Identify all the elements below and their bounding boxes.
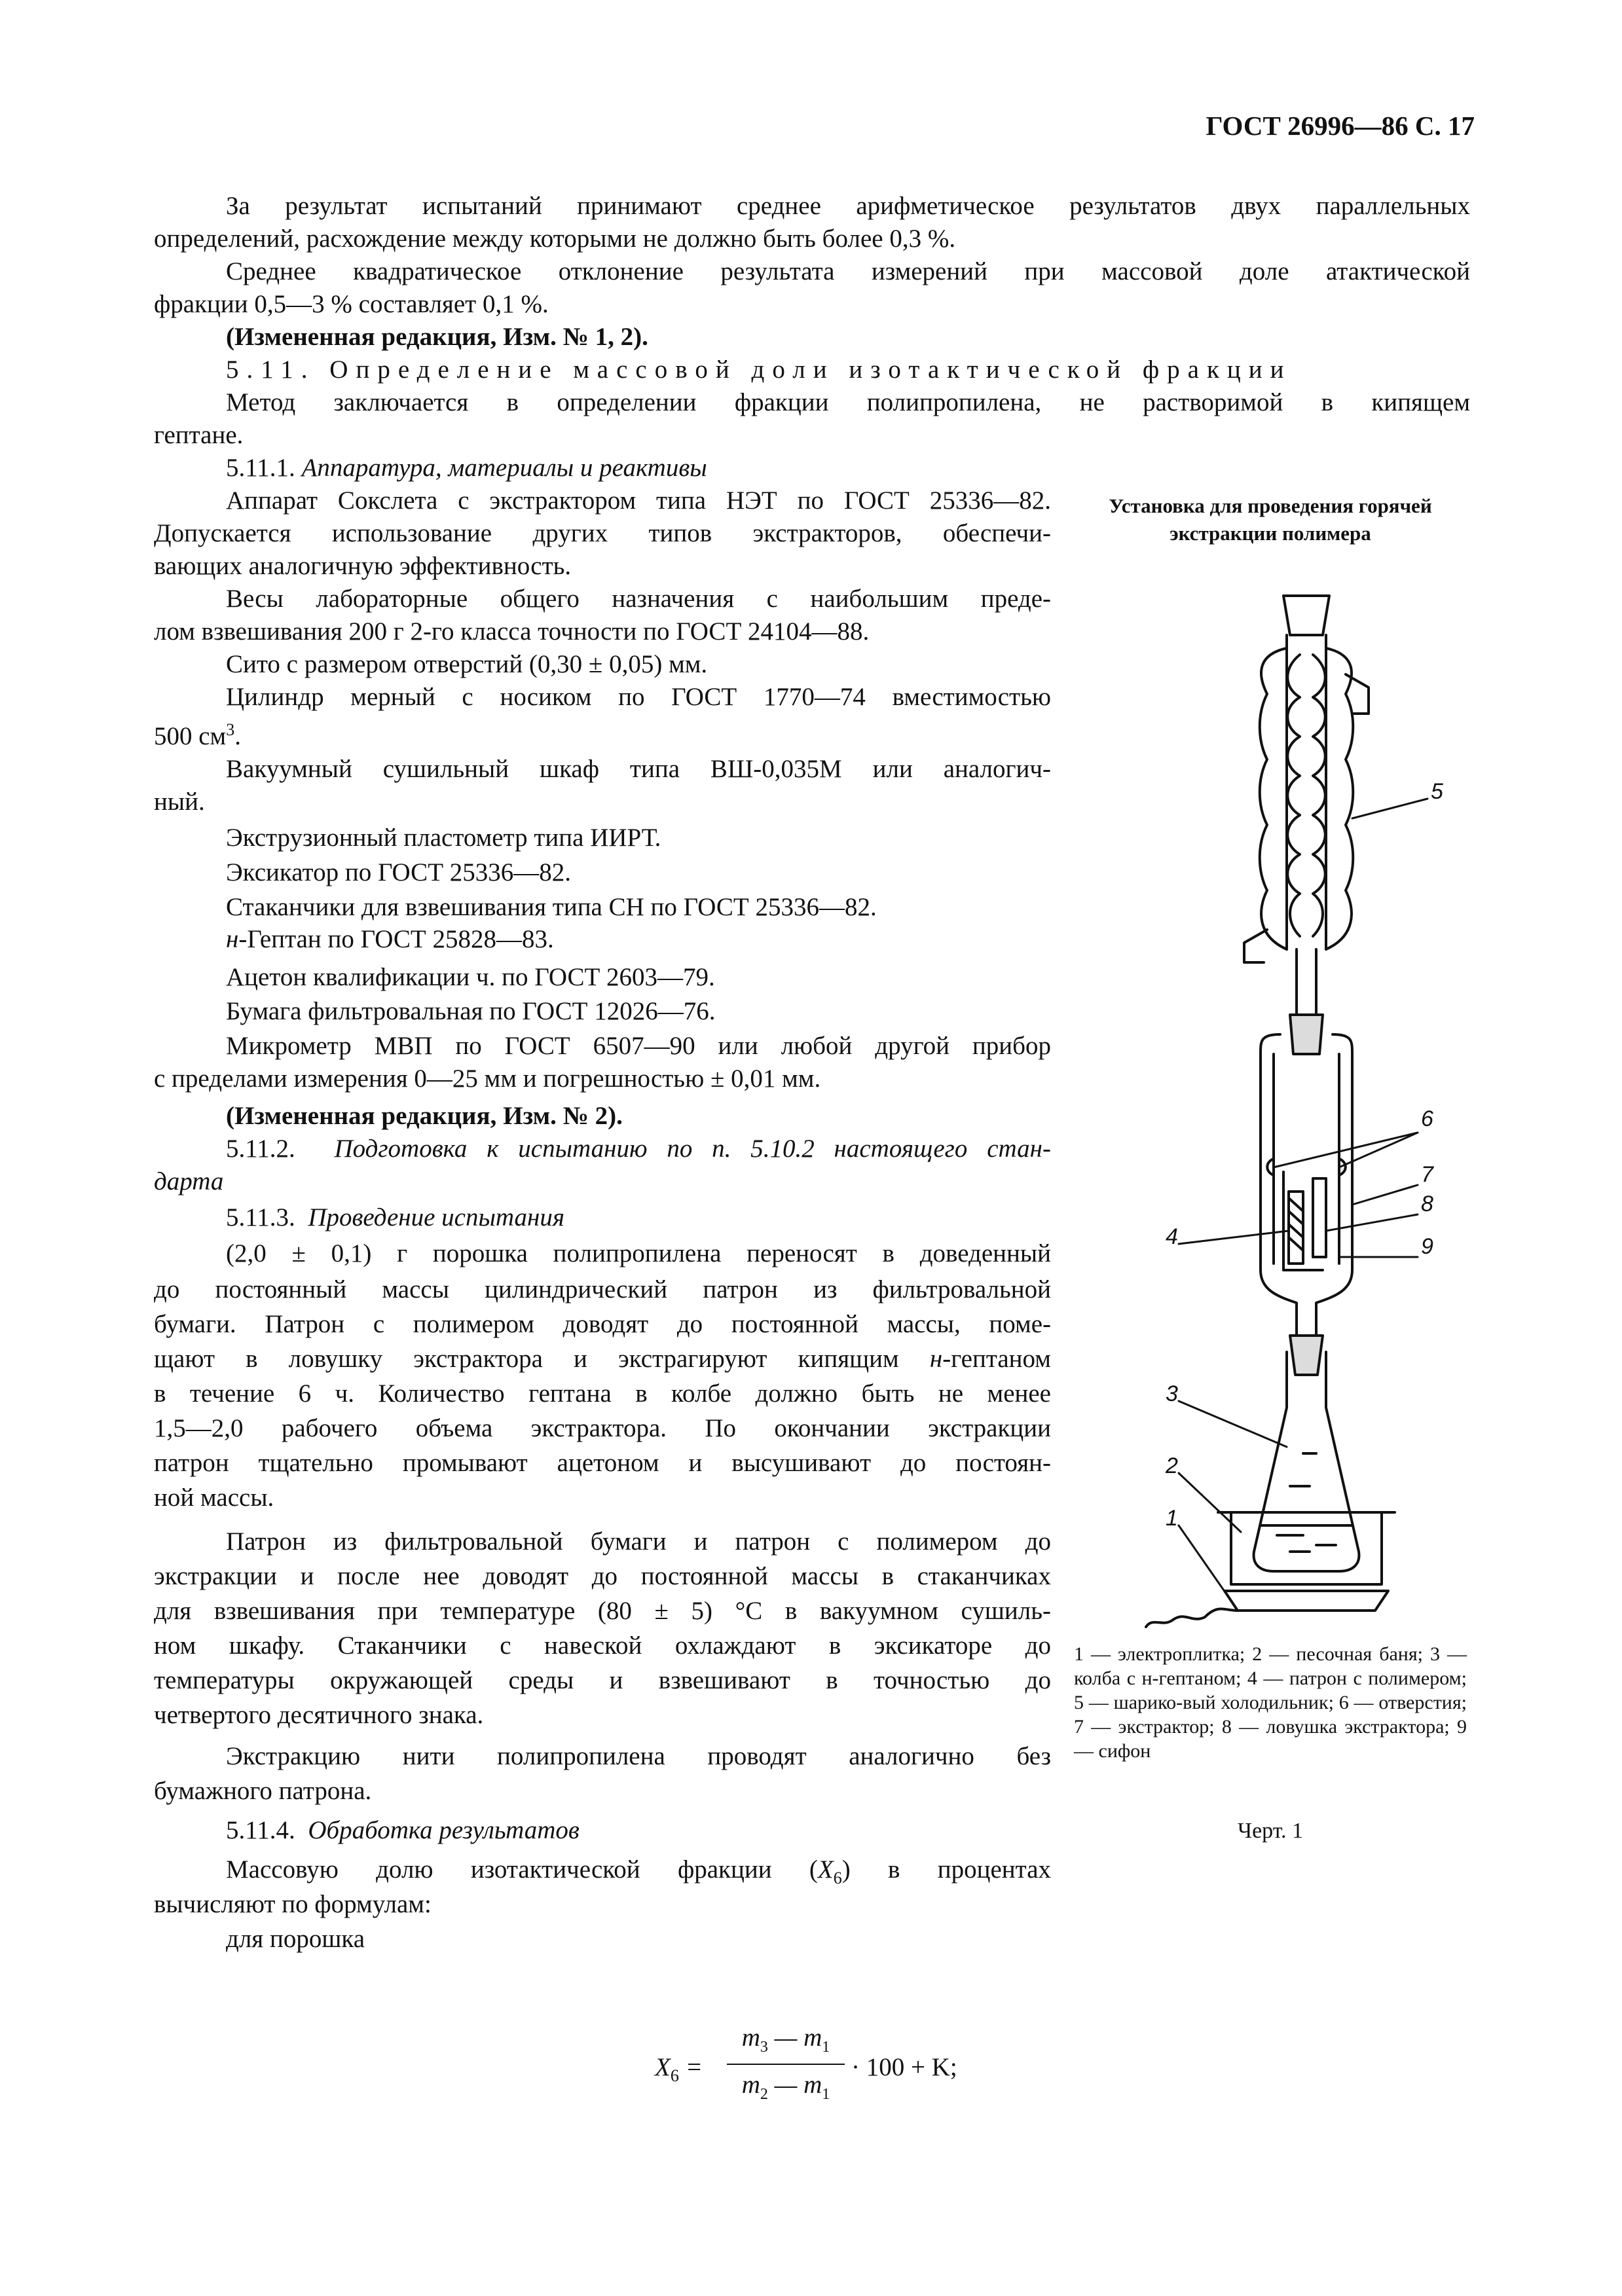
paragraph-line: 500 $см^3$. bbox=[154, 720, 241, 750]
paragraph-line: Метод заключается в определении фракции полипропилена, не растворимой в кипящем bbox=[226, 388, 1470, 416]
paragraph-line: ный. bbox=[154, 788, 205, 816]
label-8: 8 bbox=[1421, 1192, 1433, 1216]
subsection-heading: 5.11.3. Проведение испытания bbox=[226, 1203, 565, 1231]
paragraph-line: Стаканчики для взвешивания типа СН по ГОСТ 25336—82. bbox=[226, 893, 877, 921]
fraction-bar bbox=[727, 2064, 845, 2065]
paragraph-line: вающих аналогичную эффективность. bbox=[154, 552, 572, 580]
paragraph-line: Экструзионный пластометр типа ИИРТ. bbox=[226, 824, 661, 852]
label-7: 7 bbox=[1421, 1162, 1433, 1187]
paragraph-line: гептане. bbox=[154, 421, 244, 449]
paragraph-line: фракции 0,5—3 % составляет 0,1 %. bbox=[154, 290, 549, 318]
paragraph-line: Массовую долю изотактической фракции $(X_6)$ в процентах bbox=[226, 1855, 1051, 1887]
paragraph-line: Сито с размером отверстий (0,30 ± 0,05) мм. bbox=[226, 650, 708, 678]
subsection-number: 5.11.1. bbox=[226, 454, 295, 482]
condenser-outer-left bbox=[1260, 648, 1287, 949]
paragraph-line: Среднее квадратическое отклонение результата измерений при массовой доле атактической bbox=[226, 257, 1470, 285]
paragraph-line: бумажного патрона. bbox=[154, 1777, 372, 1805]
hot-plate bbox=[1225, 1591, 1388, 1611]
label-6: 6 bbox=[1421, 1106, 1433, 1131]
paragraph-line: Допускается использование других типов экстракторов, обеспечи- bbox=[154, 519, 1051, 547]
paragraph-line: лом взвешивания 200 г 2-го класса точности по ГОСТ 24104—88. bbox=[154, 617, 870, 646]
paragraph-line: с пределами измерения 0—25 мм и погрешностью ± 0,01 мм. bbox=[154, 1065, 821, 1093]
paragraph-line: для взвешивания при температуре (80 ± 5) °С в вакуумном сушиль- bbox=[154, 1597, 1051, 1625]
paragraph-line: ном шкафу. Стаканчики с навеской охлаждают в эксикаторе до bbox=[154, 1631, 1051, 1660]
paragraph-line: бумаги. Патрон с полимером доводят до постоянной массы, поме- bbox=[154, 1310, 1051, 1338]
paragraph-line: температуры окружающей среды и взвешивают в точностью до bbox=[154, 1666, 1051, 1694]
figure-caption: 1 — электроплитка; 2 — песочная баня; 3 — колба с н-гептаном; 4 — патрон с полимером; 5 — шарико-вый холодильник; 6 — отверстия; 7 — экстрактор; 8 — ловушка экстрактора; 9 — сифон bbox=[1074, 1643, 1467, 1762]
paragraph-line: Экстракцию нити полипропилена проводят аналогично без bbox=[226, 1742, 1051, 1770]
paragraph-line: экстракции и после нее доводят до постоянной массы в стаканчиках bbox=[154, 1562, 1051, 1590]
label-5: 5 bbox=[1431, 779, 1443, 804]
paragraph-line: За результат испытаний принимают среднее арифметическое результатов двух параллельных bbox=[226, 192, 1470, 220]
label-9: 9 bbox=[1421, 1234, 1433, 1259]
label-2: 2 bbox=[1166, 1453, 1178, 1478]
siphon bbox=[1313, 1178, 1326, 1257]
page-header: ГОСТ 26996—86 С. 17 bbox=[1206, 111, 1475, 141]
sand-bath bbox=[1218, 1512, 1395, 1584]
paragraph-line: Цилиндр мерный с носиком по ГОСТ 1770—74 вместимостью bbox=[226, 683, 1051, 711]
paragraph-line: вычисляют по формулам: bbox=[154, 1890, 432, 1918]
label-3: 3 bbox=[1166, 1381, 1178, 1406]
paragraph-line: щают в ловушку экстрактора и экстрагируют кипящим н-гептаном bbox=[154, 1345, 1051, 1373]
paragraph-line: Аппарат Сокслета с экстрактором типа НЭТ по ГОСТ 25336—82. bbox=[226, 486, 1051, 515]
paragraph-line: определений, расхождение между которыми не должно быть более 0,3 %. bbox=[154, 225, 956, 253]
paragraph-line: дарта bbox=[154, 1167, 224, 1195]
paragraph-line: (2,0 ± 0,1) г порошка полипропилена переносят в доведенный bbox=[226, 1239, 1051, 1267]
paragraph-line: для порошка bbox=[226, 1925, 365, 1953]
soxhlet-apparatus-drawing bbox=[1126, 583, 1467, 1630]
revision-note: (Измененная редакция, Изм. № 1, 2). bbox=[226, 323, 648, 351]
paragraph-line: Бумага фильтровальная по ГОСТ 12026—76. bbox=[226, 997, 716, 1025]
paragraph-line: н-Гептан по ГОСТ 25828—83. bbox=[226, 925, 554, 953]
paragraph-line: в течение 6 ч. Количество гептана в колбе должно быть не менее bbox=[154, 1379, 1051, 1408]
figure-title: Установка для проведения горячей экстракции полимера bbox=[1109, 494, 1432, 545]
paragraph-line: Ацетон квалификации ч. по ГОСТ 2603—79. bbox=[226, 963, 715, 991]
paragraph-line: Патрон из фильтровальной бумаги и патрон с полимером до bbox=[226, 1527, 1051, 1556]
power-cord bbox=[1146, 1609, 1238, 1628]
paragraph-line: патрон тщательно промывают ацетоном и высушивают до постоян- bbox=[154, 1449, 1051, 1477]
subsection-heading bbox=[226, 452, 707, 484]
formula-tail: · 100 + K; bbox=[851, 2053, 957, 2081]
paragraph-line: 1,5—2,0 рабочего объема экстрактора. По окончании экстракции bbox=[154, 1414, 1051, 1442]
paragraph-line: Микрометр МВП по ГОСТ 6507—90 или любой другой прибор bbox=[226, 1032, 1051, 1060]
formula-numerator: $m_3$ — $m_1$ bbox=[741, 2024, 830, 2056]
condenser-top-icon bbox=[1283, 596, 1329, 635]
revision-note: (Измененная редакция, Изм. № 2). bbox=[226, 1102, 623, 1130]
paragraph-line: до постоянный массы цилиндрический патрон из фильтровальной bbox=[154, 1275, 1051, 1303]
label-1: 1 bbox=[1166, 1506, 1178, 1531]
subsection-heading: 5.11.2. Подготовка к испытанию по п. 5.10.2 настоящего стан- bbox=[226, 1135, 1051, 1163]
paragraph-line: ной массы. bbox=[154, 1484, 274, 1512]
paragraph-line: Вакуумный сушильный шкаф типа ВШ-0,035М или аналогич- bbox=[226, 755, 1051, 783]
paragraph-line: Эксикатор по ГОСТ 25336—82. bbox=[226, 858, 572, 886]
flask bbox=[1254, 1352, 1359, 1571]
formula-denominator: $m_2$ — $m_1$ bbox=[741, 2071, 830, 2103]
subsection-title: Аппаратура, материалы и реактивы bbox=[301, 454, 707, 482]
label-4: 4 bbox=[1166, 1224, 1178, 1249]
paragraph-line: Весы лабораторные общего назначения с наибольшим преде- bbox=[226, 585, 1051, 613]
formula-x6: $X_6$ = $m_3$ — $m_1$ $m_2$ — $m_1$ · 100 + K; bbox=[655, 2024, 957, 2103]
section-heading: 5.11. Определение массовой доли изотактической фракции bbox=[226, 355, 1292, 384]
figure-number: Черт. 1 bbox=[1237, 1819, 1304, 1843]
paragraph-line: четвертого десятичного знака. bbox=[154, 1701, 484, 1729]
condenser-outer-right bbox=[1326, 648, 1353, 949]
subsection-heading: 5.11.4. Обработка результатов bbox=[226, 1816, 580, 1844]
